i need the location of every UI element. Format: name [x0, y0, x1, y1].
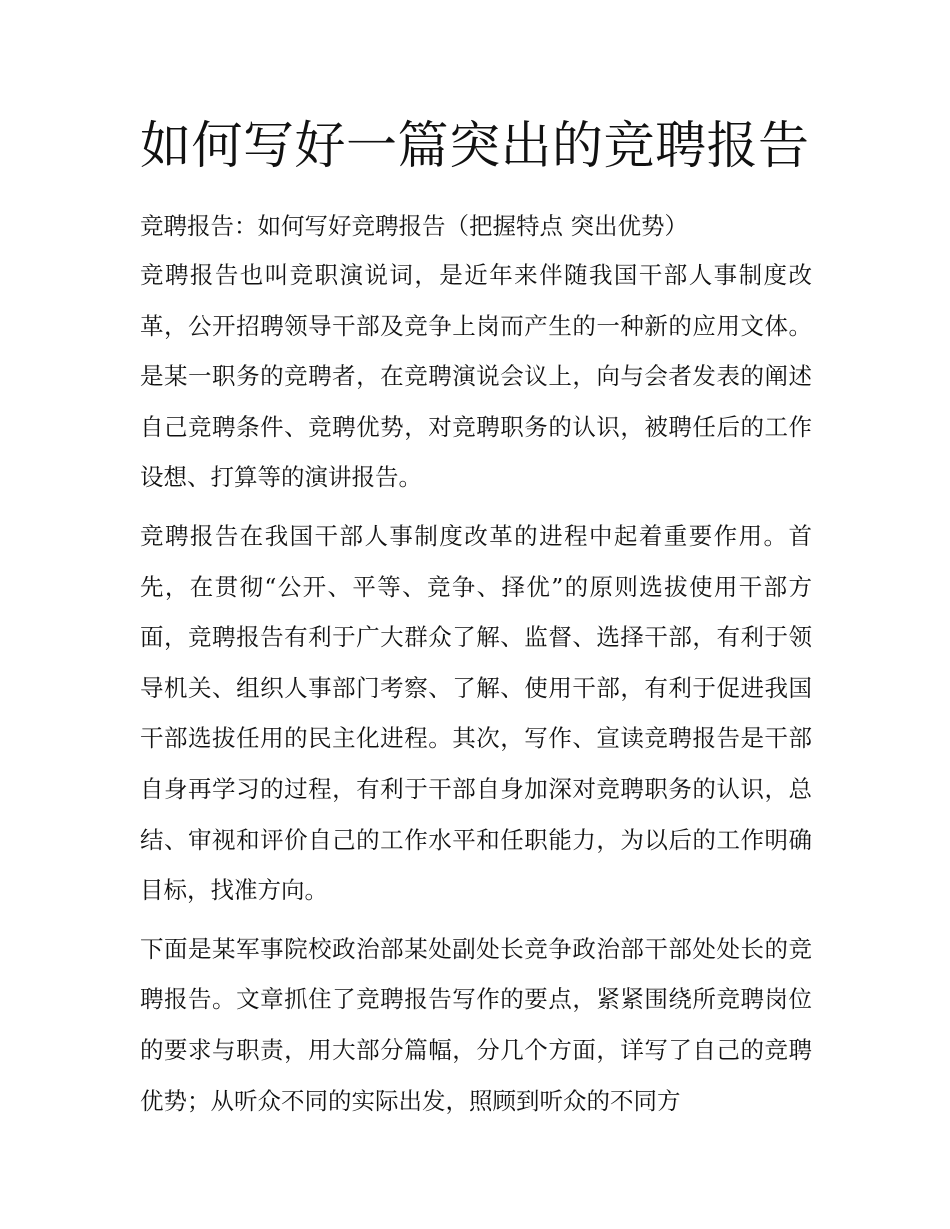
paragraph-importance: 竞聘报告在我国干部人事制度改革的进程中起着重要作用。首先，在贯彻“公开、平等、竞争、择优”的原则选拔使用干部方面，竞聘报告有利于广大群众了解、监督、选择干部，有利于领导机关、组织人事部门考察、了解、使用干部，有利于促进我国干部选拔任用的民主化进程。其次，写作、宣读竞聘报告是干部自身再学习的过程，有利于干部自身加深对竞聘职务的认识，总结、审视和评价自己的工作水平和任职能力，为以后的工作明确目标，找准方向。 [140, 521, 812, 905]
document-page [140, 112, 812, 1126]
document-subtitle: 竞聘报告：如何写好竞聘报告（把握特点 突出优势） [140, 212, 688, 240]
paragraph-definition: 竞聘报告也叫竞职演说词，是近年来伴随我国干部人事制度改革，公开招聘领导干部及竞争上岗而产生的一种新的应用文体。是某一职务的竞聘者，在竞聘演说会议上，向与会者发表的阐述自己竞聘条件、竞聘优势，对竞聘职务的认识，被聘任后的工作设想、打算等的演讲报告。 [140, 261, 812, 492]
document-title: 如何写好一篇突出的竞聘报告 [140, 117, 810, 176]
paragraph-example: 下面是某军事院校政治部某处副处长竞争政治部干部处处长的竞聘报告。文章抓住了竞聘报告写作的要点，紧紧围绕所竞聘岗位的要求与职责，用大部分篇幅，分几个方面，详写了自己的竞聘优势；从听众不同的实际出发，照顾到听众的不同方 [140, 934, 812, 1115]
